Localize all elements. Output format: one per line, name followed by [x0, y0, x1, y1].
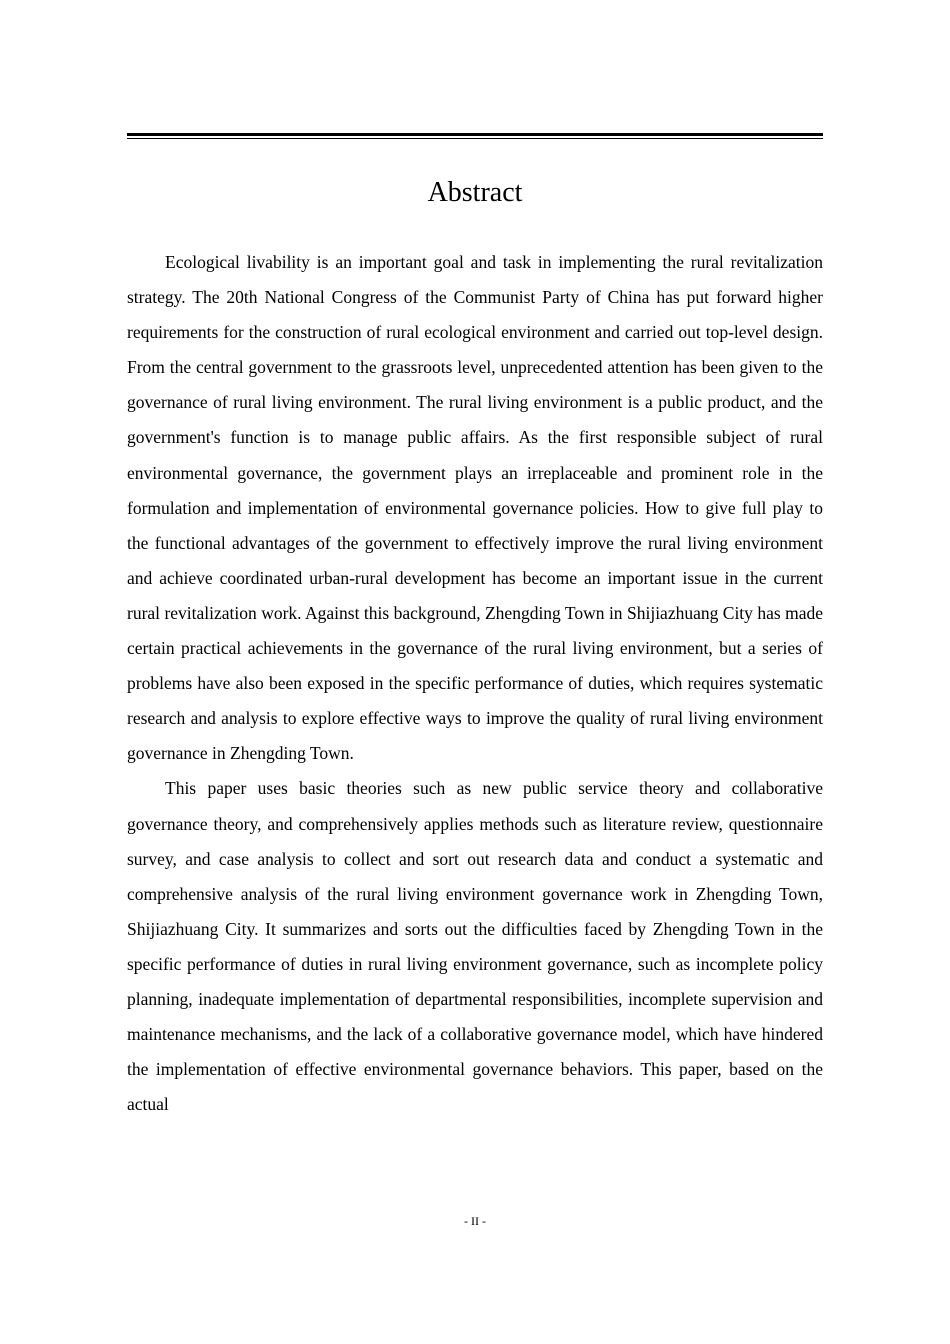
- abstract-paragraph-2: This paper uses basic theories such as new public service theory and collaborative governance theory, and comprehensively applies methods such as literature review, questionnaire survey, and case analysis to collect and sort out research data and conduct a systematic and comprehensive analysis of the rural living environment governance work in Zhengding Town, Shijiazhuang City. It summarizes and sorts out the difficulties faced by Zhengding Town in the specific performance of duties in rural living environment governance, such as incomplete policy planning, inadequate implementation of departmental responsibilities, incomplete supervision and maintenance mechanisms, and the lack of a collaborative governance model, which have hindered the implementation of effective environmental governance behaviors. This paper, based on the actual: [127, 778, 823, 1115]
- header-rule-thick: [127, 133, 823, 136]
- header-rule-thin: [127, 138, 823, 139]
- abstract-body: [127, 245, 823, 1122]
- abstract-title: Abstract: [427, 177, 523, 208]
- page-number: - II -: [464, 1214, 486, 1228]
- abstract-paragraph-1: Ecological livability is an important goal and task in implementing the rural revitalization strategy. The 20th National Congress of the Communist Party of China has put forward higher requirements for the construction of rural ecological environment and carried out top-level design. From the central government to the grassroots level, unprecedented attention has been given to the governance of rural living environment. The rural living environment is a public product, and the government's function is to manage public affairs. As the first responsible subject of rural environmental governance, the government plays an irreplaceable and prominent role in the formulation and implementation of environmental governance policies. How to give full play to the functional advantages of the government to effectively improve the rural living environment and achieve coordinated urban-rural development has become an important issue in the current rural revitalization work. Against this background, Zhengding Town in Shijiazhuang City has made certain practical achievements in the governance of the rural living environment, but a series of problems have also been exposed in the specific performance of duties, which requires systematic research and analysis to explore effective ways to improve the quality of rural living environment governance in Zhengding Town.: [127, 252, 823, 764]
